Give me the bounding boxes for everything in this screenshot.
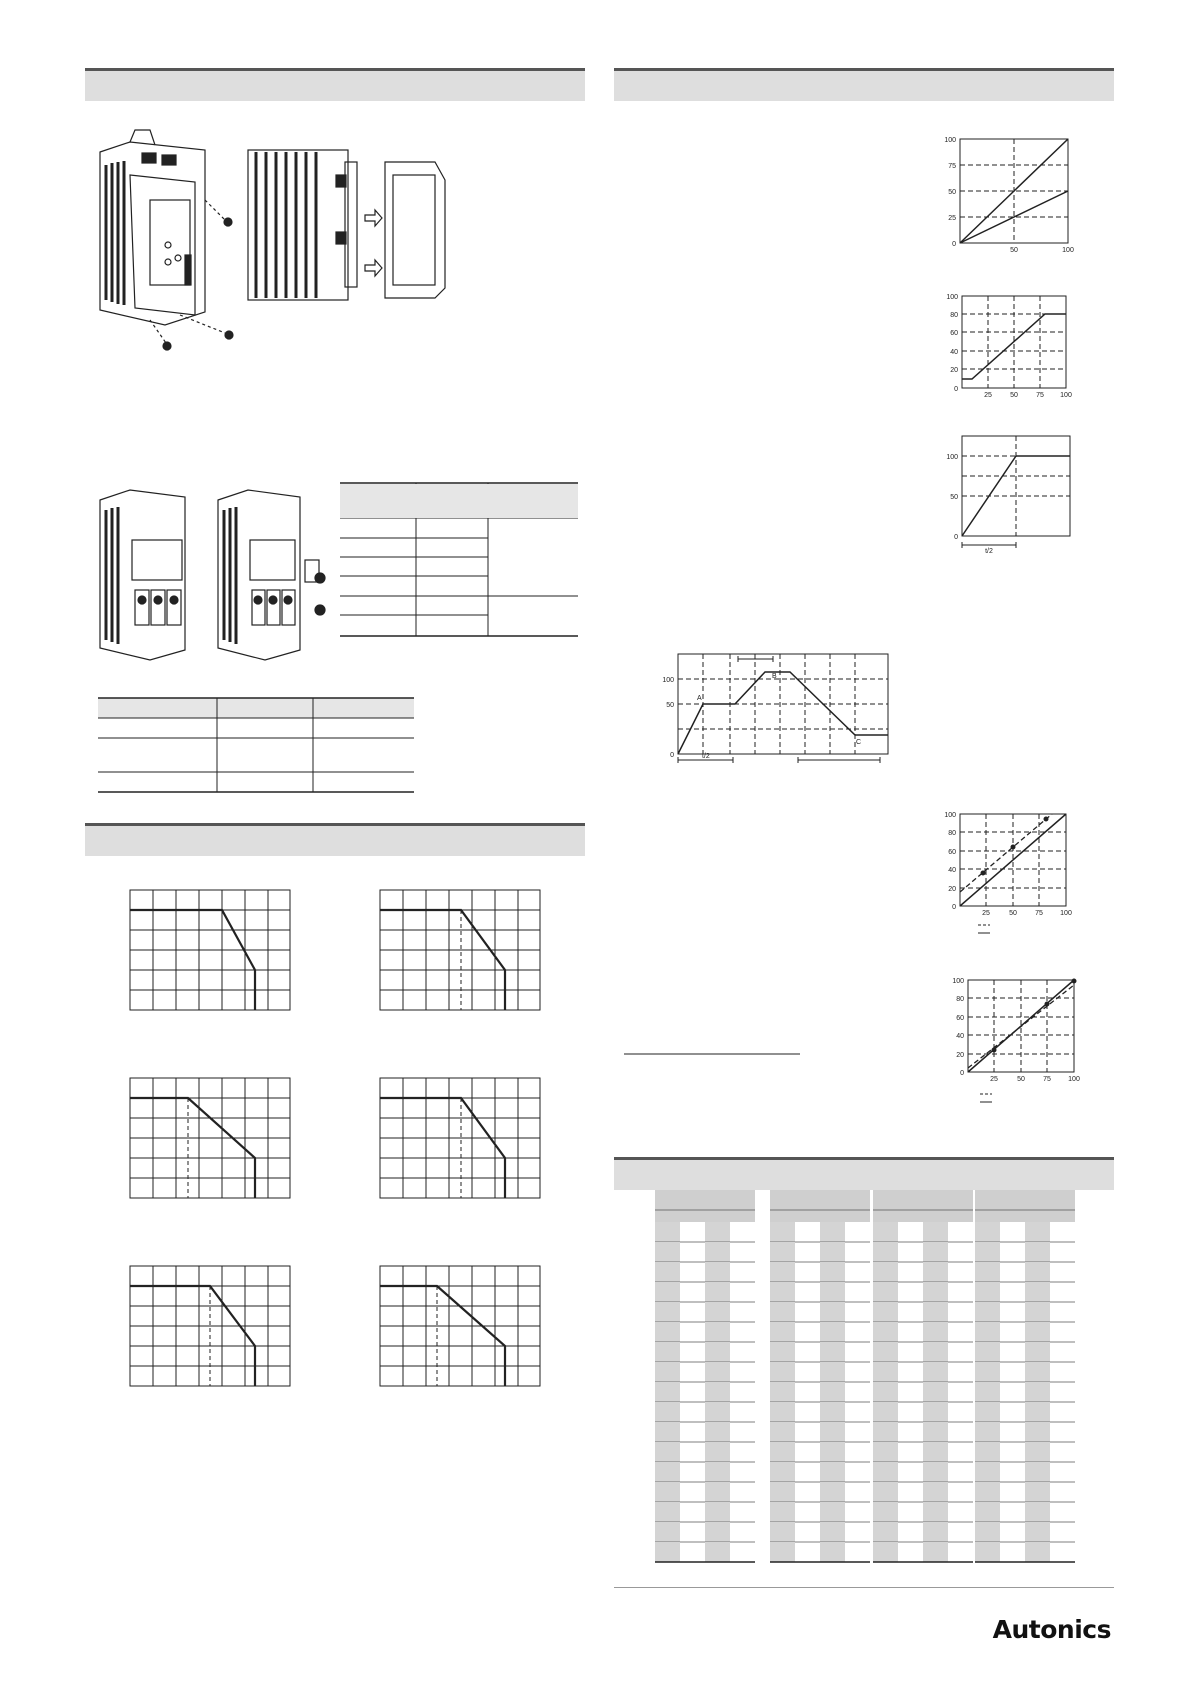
code-table-key-cell [873, 1482, 898, 1502]
code-table-key-cell [655, 1502, 680, 1522]
code-table-key-cell [655, 1442, 680, 1462]
code-table-key-cell [1025, 1242, 1050, 1262]
code-table-header [975, 1190, 1075, 1210]
soft-ytick-0: 0 [954, 534, 958, 541]
code-table-key-cell [975, 1362, 1000, 1382]
device-drawing-side [248, 150, 445, 300]
code-table-key-cell [975, 1322, 1000, 1342]
limit-ytick-0: 0 [954, 386, 958, 393]
code-table-key-cell [975, 1282, 1000, 1302]
code-table-key-cell [655, 1422, 680, 1442]
code-table-key-cell [873, 1542, 898, 1562]
bias2-ytick-100: 100 [952, 978, 964, 985]
code-table-key-cell [975, 1442, 1000, 1462]
code-table-key-cell [1025, 1422, 1050, 1442]
code-table-key-cell [820, 1502, 845, 1522]
code-table-key-cell [705, 1242, 730, 1262]
code-table-key-cell [655, 1482, 680, 1502]
derating-chart-4 [380, 1078, 540, 1198]
code-table-key-cell [770, 1342, 795, 1362]
code-table-key-cell [770, 1302, 795, 1322]
code-table-key-cell [655, 1262, 680, 1282]
code-table-key-cell [1025, 1342, 1050, 1362]
derating-chart-3 [130, 1078, 290, 1198]
code-table-key-cell [923, 1222, 948, 1242]
code-table-key-cell [975, 1302, 1000, 1322]
code-table-key-cell [873, 1222, 898, 1242]
code-table-key-cell [975, 1382, 1000, 1402]
code-table-key-cell [923, 1362, 948, 1382]
code-table-key-cell [975, 1522, 1000, 1542]
bias2-ytick-20: 20 [956, 1052, 964, 1059]
derating-chart-1 [130, 890, 290, 1010]
code-table-key-cell [770, 1242, 795, 1262]
code-table-key-cell [923, 1342, 948, 1362]
code-table-key-cell [705, 1462, 730, 1482]
ratio-xtick-100: 100 [1062, 247, 1074, 254]
bias2-ytick-40: 40 [956, 1033, 964, 1040]
code-table-key-cell [705, 1262, 730, 1282]
ramp-point-c: C [856, 739, 862, 746]
code-table-key-cell [705, 1282, 730, 1302]
ratio-ytick-100: 100 [944, 137, 956, 144]
code-table-key-cell [820, 1242, 845, 1262]
code-table-key-cell [705, 1302, 730, 1322]
code-table-key-cell [1025, 1362, 1050, 1382]
limit-xtick-25: 25 [984, 392, 992, 399]
code-table-header [770, 1190, 870, 1210]
soft-start-chart [962, 436, 1070, 548]
code-table-key-cell [1025, 1262, 1050, 1282]
code-table-key-cell [770, 1502, 795, 1522]
code-table-key-cell [655, 1362, 680, 1382]
code-table-key-cell [820, 1282, 845, 1302]
code-table-key-cell [770, 1422, 795, 1442]
ratio-ytick-25: 25 [948, 215, 956, 222]
bias2-xtick-100: 100 [1068, 1076, 1080, 1083]
bias1-ytick-80: 80 [948, 830, 956, 837]
ratio-xtick-50: 50 [1010, 247, 1018, 254]
code-table-key-cell [873, 1422, 898, 1442]
code-table-key-cell [873, 1522, 898, 1542]
code-table-key-cell [975, 1542, 1000, 1562]
code-table-key-cell [923, 1382, 948, 1402]
code-table-key-cell [1025, 1442, 1050, 1462]
code-table-key-cell [923, 1542, 948, 1562]
code-table-key-cell [923, 1282, 948, 1302]
code-table-key-cell [820, 1222, 845, 1242]
code-table-key-cell [770, 1402, 795, 1422]
derating-chart-6 [380, 1266, 540, 1386]
ramp-ytick-50: 50 [666, 702, 674, 709]
code-table-key-cell [923, 1502, 948, 1522]
code-table-key-cell [655, 1522, 680, 1542]
bias2-ytick-80: 80 [956, 996, 964, 1003]
code-table-key-cell [975, 1242, 1000, 1262]
ramp-ytick-100: 100 [662, 677, 674, 684]
limit-ytick-40: 40 [950, 349, 958, 356]
code-table-key-cell [975, 1402, 1000, 1422]
code-table-key-cell [923, 1462, 948, 1482]
bias1-xtick-100: 100 [1060, 910, 1072, 917]
code-table-key-cell [820, 1482, 845, 1502]
code-table-key-cell [655, 1542, 680, 1562]
code-table-key-cell [820, 1382, 845, 1402]
bias1-xtick-75: 75 [1035, 910, 1043, 917]
code-table-key-cell [655, 1462, 680, 1482]
code-table-key-cell [770, 1222, 795, 1242]
code-table-key-cell [975, 1262, 1000, 1282]
code-table-key-cell [820, 1462, 845, 1482]
code-table-key-cell [923, 1262, 948, 1282]
bias2-xtick-75: 75 [1043, 1076, 1051, 1083]
code-table-key-cell [820, 1442, 845, 1462]
code-table-key-cell [1025, 1482, 1050, 1502]
code-table-key-cell [820, 1302, 845, 1322]
code-table-key-cell [705, 1402, 730, 1422]
code-table-key-cell [923, 1442, 948, 1462]
code-table-key-cell [655, 1322, 680, 1342]
code-table-key-cell [705, 1362, 730, 1382]
code-table-key-cell [1025, 1322, 1050, 1342]
code-table-key-cell [705, 1542, 730, 1562]
bias1-ytick-20: 20 [948, 886, 956, 893]
ramp-chart [678, 654, 888, 763]
code-table-key-cell [820, 1422, 845, 1442]
bias2-xtick-50: 50 [1017, 1076, 1025, 1083]
code-table-key-cell [975, 1222, 1000, 1242]
ramp-point-a: A [697, 695, 702, 702]
code-table-key-cell [770, 1262, 795, 1282]
code-table-key-cell [705, 1442, 730, 1462]
code-table-key-cell [705, 1502, 730, 1522]
code-table-key-cell [820, 1262, 845, 1282]
code-table-key-cell [873, 1462, 898, 1482]
code-table-key-cell [923, 1522, 948, 1542]
bias-chart-2 [968, 979, 1076, 1102]
code-table-key-cell [820, 1362, 845, 1382]
code-table-key-cell [820, 1322, 845, 1342]
limit-xtick-75: 75 [1036, 392, 1044, 399]
code-table-key-cell [1025, 1222, 1050, 1242]
ratio-ytick-50: 50 [948, 189, 956, 196]
code-table-key-cell [655, 1242, 680, 1262]
code-table-key-cell [820, 1522, 845, 1542]
code-table-key-cell [705, 1422, 730, 1442]
derating-chart-2 [380, 890, 540, 1010]
left-column-drawings [0, 0, 600, 1450]
limit-chart [962, 296, 1066, 388]
code-table-subheader [873, 1210, 973, 1222]
autonics-logo: Autonics [992, 1615, 1111, 1644]
code-table-key-cell [770, 1322, 795, 1342]
code-table-subheader [770, 1210, 870, 1222]
section-bar-right-2 [614, 1157, 1114, 1190]
code-table-key-cell [770, 1522, 795, 1542]
limit-ytick-100: 100 [946, 294, 958, 301]
ramp-xlabel: t/2 [702, 753, 710, 760]
code-table-key-cell [975, 1502, 1000, 1522]
code-table-key-cell [923, 1302, 948, 1322]
code-table-key-cell [923, 1402, 948, 1422]
code-tables [655, 1190, 1075, 1610]
code-table-key-cell [705, 1322, 730, 1342]
derating-charts [130, 890, 540, 1386]
code-table-key-cell [1025, 1542, 1050, 1562]
code-table-key-cell [873, 1302, 898, 1322]
limit-ytick-20: 20 [950, 367, 958, 374]
ratio-ytick-0: 0 [952, 241, 956, 248]
code-table-subheader [975, 1210, 1075, 1222]
bias1-ytick-0: 0 [952, 904, 956, 911]
limit-ytick-80: 80 [950, 312, 958, 319]
code-table-key-cell [873, 1262, 898, 1282]
bias1-ytick-100: 100 [944, 812, 956, 819]
code-table-header [873, 1190, 973, 1210]
code-table-key-cell [770, 1282, 795, 1302]
soft-ytick-50: 50 [950, 494, 958, 501]
bias1-ytick-40: 40 [948, 867, 956, 874]
bias1-xtick-25: 25 [982, 910, 990, 917]
code-table-key-cell [1025, 1402, 1050, 1422]
code-table-key-cell [923, 1482, 948, 1502]
derating-chart-5 [130, 1266, 290, 1386]
device-drawing-front [100, 130, 233, 350]
code-table-key-cell [975, 1342, 1000, 1362]
code-table-key-cell [873, 1322, 898, 1342]
ratio-chart [960, 139, 1068, 243]
spec-table-left [98, 698, 414, 792]
code-table-key-cell [770, 1362, 795, 1382]
bias2-xtick-25: 25 [990, 1076, 998, 1083]
code-table-key-cell [820, 1542, 845, 1562]
code-table-key-cell [1025, 1462, 1050, 1482]
code-table-key-cell [655, 1402, 680, 1422]
code-table-key-cell [655, 1282, 680, 1302]
soft-xlabel: t/2 [985, 548, 993, 555]
code-table-key-cell [770, 1382, 795, 1402]
code-table-key-cell [923, 1242, 948, 1262]
code-table-key-cell [873, 1502, 898, 1522]
code-table-key-cell [873, 1402, 898, 1422]
spec-table-right [340, 483, 578, 636]
ramp-point-b: B [772, 673, 777, 680]
code-table-key-cell [923, 1322, 948, 1342]
ratio-ytick-75: 75 [948, 163, 956, 170]
code-table-subheader [655, 1210, 755, 1222]
code-table-key-cell [820, 1402, 845, 1422]
code-table-key-cell [655, 1342, 680, 1362]
code-table-key-cell [770, 1482, 795, 1502]
code-table-key-cell [873, 1242, 898, 1262]
bias2-ytick-0: 0 [960, 1070, 964, 1077]
limit-xtick-100: 100 [1060, 392, 1072, 399]
right-column-charts [590, 0, 1190, 1150]
bias2-ytick-60: 60 [956, 1015, 964, 1022]
code-table-key-cell [770, 1442, 795, 1462]
code-table-key-cell [655, 1222, 680, 1242]
code-table-key-cell [1025, 1382, 1050, 1402]
code-table-key-cell [705, 1222, 730, 1242]
bias1-ytick-60: 60 [948, 849, 956, 856]
device-drawing-terminals [100, 490, 325, 660]
code-table-key-cell [873, 1282, 898, 1302]
code-table-key-cell [770, 1462, 795, 1482]
code-table-key-cell [873, 1442, 898, 1462]
code-table-key-cell [705, 1342, 730, 1362]
code-table-key-cell [975, 1422, 1000, 1442]
code-table-key-cell [655, 1382, 680, 1402]
code-table-key-cell [705, 1482, 730, 1502]
soft-ytick-100: 100 [946, 454, 958, 461]
limit-xtick-50: 50 [1010, 392, 1018, 399]
code-table-key-cell [1025, 1282, 1050, 1302]
code-table-key-cell [770, 1542, 795, 1562]
code-table-key-cell [975, 1482, 1000, 1502]
code-table-key-cell [705, 1522, 730, 1542]
ramp-ytick-0: 0 [670, 752, 674, 759]
code-table-key-cell [873, 1362, 898, 1382]
code-table-header [655, 1190, 755, 1210]
code-table-key-cell [1025, 1502, 1050, 1522]
code-table-key-cell [820, 1342, 845, 1362]
limit-ytick-60: 60 [950, 330, 958, 337]
code-table-key-cell [1025, 1522, 1050, 1542]
code-table-key-cell [1025, 1302, 1050, 1322]
code-table-key-cell [923, 1422, 948, 1442]
code-table-key-cell [873, 1382, 898, 1402]
code-table-key-cell [975, 1462, 1000, 1482]
code-table-key-cell [655, 1302, 680, 1322]
code-table-key-cell [705, 1382, 730, 1402]
code-table-key-cell [873, 1342, 898, 1362]
bias1-xtick-50: 50 [1009, 910, 1017, 917]
